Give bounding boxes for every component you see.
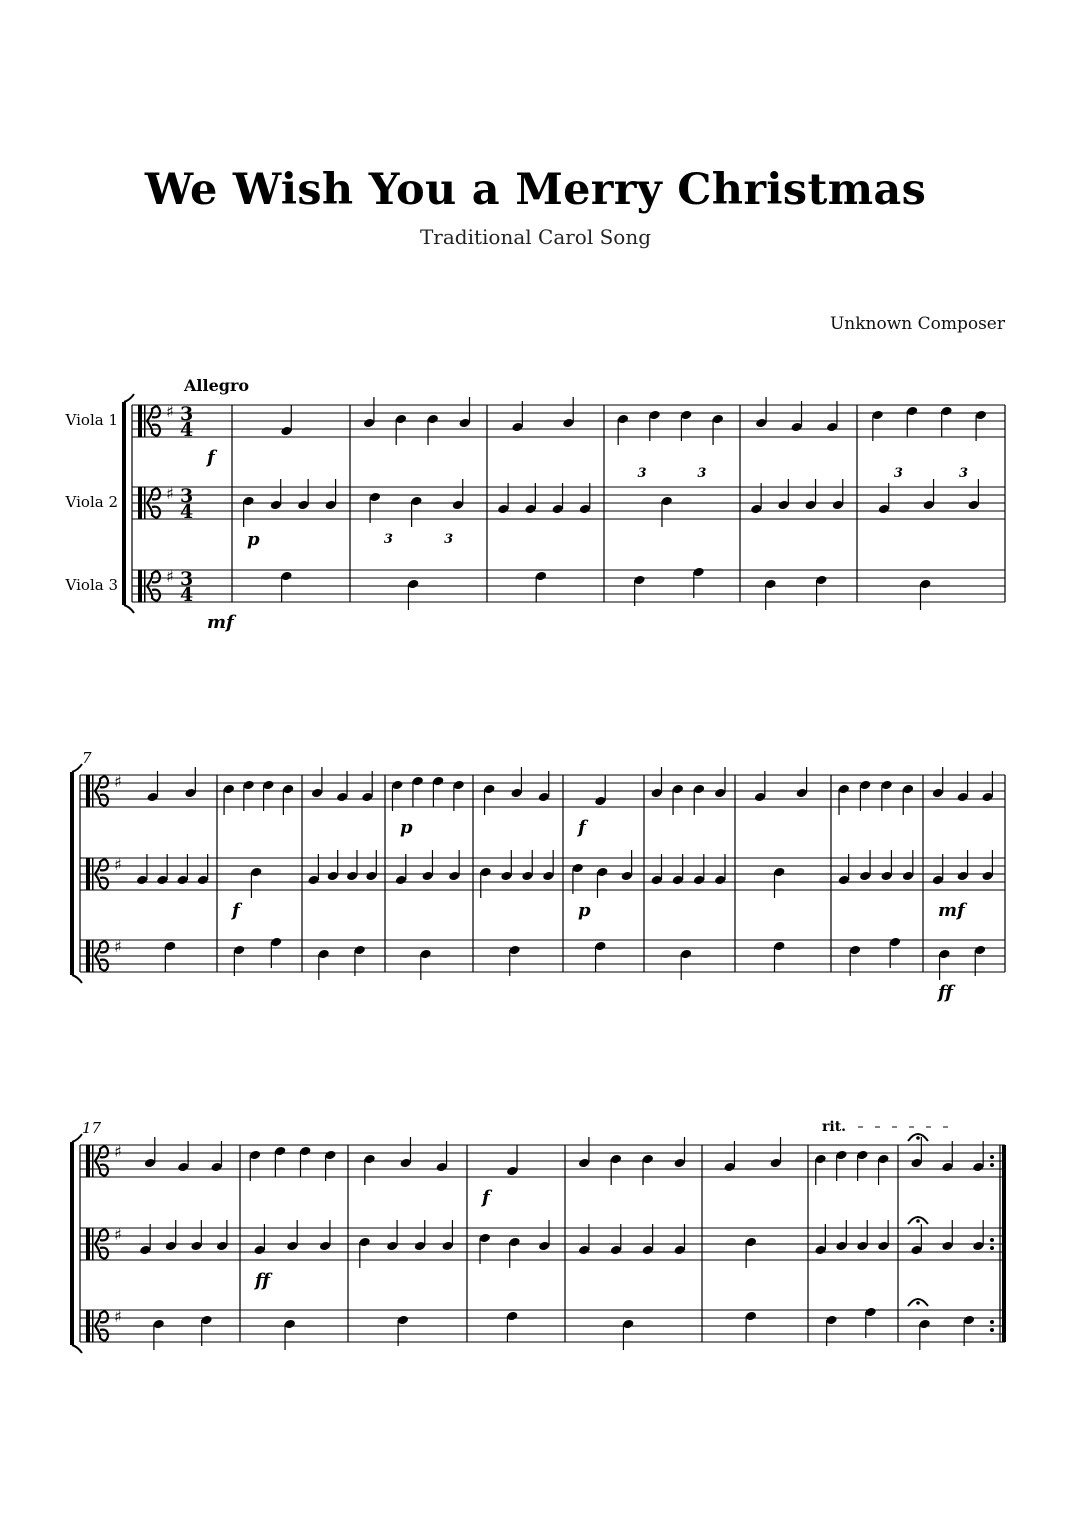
repeat-dot — [990, 1320, 994, 1324]
key-signature-sharp: ♯ — [166, 567, 174, 586]
repeat-dot — [990, 1328, 994, 1332]
alto-clef-icon — [95, 1161, 108, 1176]
dynamic-marking: f — [578, 817, 586, 838]
alto-clef-icon — [147, 586, 160, 601]
alto-clef-icon — [147, 571, 160, 586]
time-signature-top: 3 — [180, 485, 194, 507]
alto-clef-icon — [144, 405, 146, 437]
alto-clef-icon — [95, 1311, 108, 1326]
tuplet-number: 3 — [637, 466, 647, 481]
alto-clef-icon — [144, 570, 146, 602]
alto-clef-icon — [86, 775, 90, 807]
key-signature-sharp: ♯ — [114, 855, 122, 874]
ritardando-marking: rit. — [822, 1119, 847, 1135]
key-signature-sharp: ♯ — [114, 1225, 122, 1244]
dynamic-marking: f — [207, 447, 215, 468]
fermata-icon — [916, 1301, 920, 1305]
measure-number: 17 — [82, 1119, 102, 1137]
key-signature-sharp: ♯ — [114, 1307, 122, 1326]
alto-clef-icon — [92, 940, 94, 972]
alto-clef-icon — [86, 1310, 90, 1342]
dynamic-marking: p — [578, 900, 591, 921]
dynamic-marking: ff — [255, 1270, 270, 1291]
piece-subtitle: Traditional Carol Song — [419, 225, 652, 249]
time-signature-top: 3 — [180, 568, 194, 590]
alto-clef-icon — [138, 405, 142, 437]
instrument-label: Viola 2 — [65, 493, 118, 511]
alto-clef-icon — [95, 776, 108, 791]
alto-clef-icon — [86, 1228, 90, 1260]
key-signature-sharp: ♯ — [166, 402, 174, 421]
measure-number: 7 — [82, 749, 92, 767]
dynamic-marking: f — [232, 900, 240, 921]
tuplet-number: 3 — [959, 466, 969, 481]
repeat-dot — [990, 1246, 994, 1250]
alto-clef-icon — [147, 406, 160, 421]
alto-clef-icon — [92, 1310, 94, 1342]
alto-clef-icon — [95, 1326, 108, 1341]
tuplet-number: 3 — [697, 466, 707, 481]
key-signature-sharp: ♯ — [166, 484, 174, 503]
alto-clef-icon — [95, 1146, 108, 1161]
alto-clef-icon — [86, 1145, 90, 1177]
bracket-bottom-hook — [124, 605, 134, 613]
alto-clef-icon — [138, 570, 142, 602]
dynamic-marking: p — [400, 817, 413, 838]
alto-clef-icon — [95, 1229, 108, 1244]
alto-clef-icon — [95, 859, 108, 874]
repeat-dot — [990, 1155, 994, 1159]
alto-clef-icon — [86, 940, 90, 972]
alto-clef-icon — [92, 775, 94, 807]
repeat-dot — [990, 1238, 994, 1242]
tuplet-number: 3 — [444, 532, 454, 547]
tuplet-number: 3 — [383, 532, 393, 547]
alto-clef-icon — [95, 956, 108, 971]
alto-clef-icon — [147, 421, 160, 436]
piece-title: We Wish You a Merry Christmas — [144, 165, 927, 215]
alto-clef-icon — [147, 503, 160, 518]
bracket-top-hook — [124, 394, 134, 402]
alto-clef-icon — [95, 1244, 108, 1259]
bracket-bottom-hook — [72, 1345, 82, 1353]
key-signature-sharp: ♯ — [114, 1142, 122, 1161]
alto-clef-icon — [95, 874, 108, 889]
key-signature-sharp: ♯ — [114, 772, 122, 791]
repeat-dot — [990, 1163, 994, 1167]
alto-clef-icon — [92, 858, 94, 890]
dynamic-marking: f — [482, 1187, 490, 1208]
fermata-icon — [916, 1136, 920, 1140]
alto-clef-icon — [92, 1228, 94, 1260]
final-barline — [1002, 1145, 1006, 1342]
composer-credit: Unknown Composer — [829, 314, 1005, 334]
bracket-bottom-hook — [72, 975, 82, 983]
dynamic-marking: mf — [207, 612, 234, 633]
bracket-top-hook — [72, 1134, 82, 1142]
instrument-label: Viola 3 — [65, 576, 118, 594]
alto-clef-icon — [95, 791, 108, 806]
alto-clef-icon — [92, 1145, 94, 1177]
alto-clef-icon — [147, 488, 160, 503]
dynamic-marking: mf — [938, 900, 965, 921]
dynamic-marking: p — [247, 529, 260, 550]
time-signature-top: 3 — [180, 403, 194, 425]
alto-clef-icon — [144, 487, 146, 519]
instrument-label: Viola 1 — [65, 411, 118, 429]
bracket-top-hook — [72, 764, 82, 772]
alto-clef-icon — [138, 487, 142, 519]
time-signature-bottom: 4 — [180, 501, 194, 523]
time-signature-bottom: 4 — [180, 419, 194, 441]
alto-clef-icon — [95, 941, 108, 956]
tempo-marking: Allegro — [184, 376, 250, 395]
dynamic-marking: ff — [938, 982, 953, 1003]
alto-clef-icon — [86, 858, 90, 890]
time-signature-bottom: 4 — [180, 584, 194, 606]
tuplet-number: 3 — [893, 466, 903, 481]
fermata-icon — [916, 1219, 920, 1223]
key-signature-sharp: ♯ — [114, 937, 122, 956]
